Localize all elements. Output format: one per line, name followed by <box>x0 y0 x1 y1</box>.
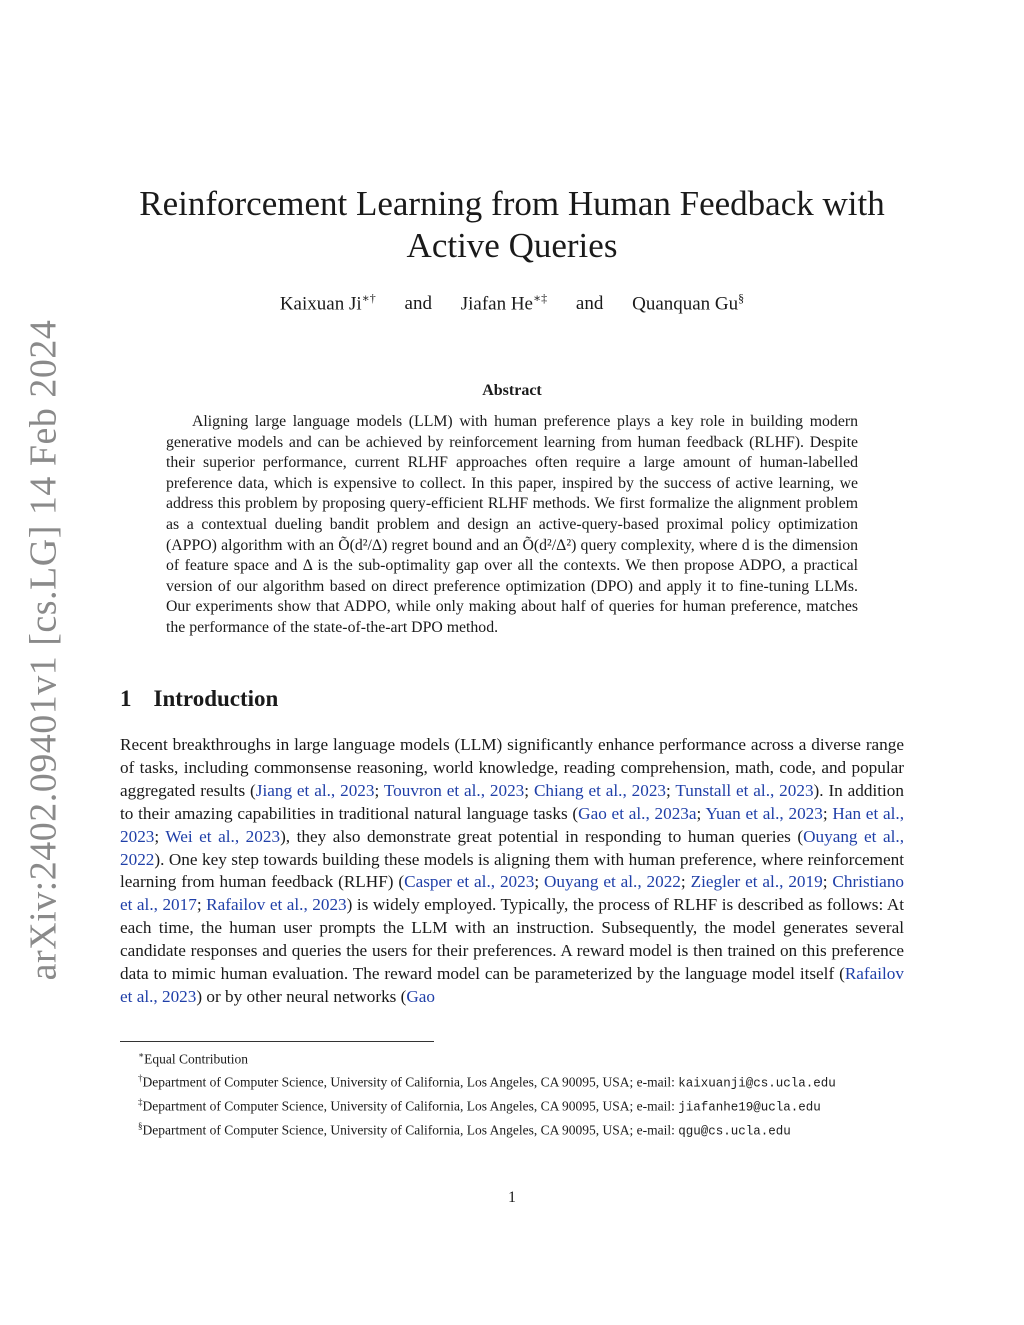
citation-link[interactable]: Yuan et al., 2023 <box>705 803 823 823</box>
citation-link[interactable]: Ziegler et al., 2019 <box>690 872 823 892</box>
intro-text: ; <box>154 826 166 846</box>
author-separator: and <box>575 293 604 315</box>
citation-link[interactable]: Rafailov et al., 2023 <box>120 964 904 1006</box>
footnote-mark: † <box>138 1073 143 1083</box>
intro-text: ; <box>666 780 676 800</box>
footnote-text: Department of Computer Science, University of California, Los Angeles, CA 90095, USA; e-mail: <box>142 1098 679 1114</box>
footnote-mark: § <box>138 1121 143 1131</box>
intro-text: ; <box>534 872 545 892</box>
citation-link[interactable]: Han et al., 2023 <box>120 803 904 846</box>
arxiv-id: arXiv:2402.09401v1 [cs.LG] 14 Feb 2024 <box>22 319 65 981</box>
intro-text: ; <box>374 780 384 800</box>
section-number: 1 <box>120 686 132 711</box>
author-list <box>120 291 904 315</box>
citation-link[interactable]: Ouyang et al., 2022 <box>544 872 681 892</box>
citation-link[interactable]: Ouyang et al., 2022 <box>120 826 904 869</box>
footnote-email: jiafanhe19@ucla.edu <box>678 1100 821 1115</box>
footnote-text: Department of Computer Science, University of California, Los Angeles, CA 90095, USA; e-mail: <box>142 1122 679 1138</box>
citation-link[interactable]: Christiano et al., 2017 <box>120 872 905 915</box>
author-name: Kaixuan Ji <box>279 293 362 315</box>
intro-text: ). One key step towards building these models is aligning them with human preference, where reinforcement learning from human feedback (RLHF) ( <box>120 849 904 892</box>
author-marks: ∗‡ <box>533 291 548 305</box>
footnote-email: qgu@cs.ucla.edu <box>678 1124 791 1139</box>
citation-link[interactable]: Gao <box>406 986 436 1006</box>
intro-text: ), they also demonstrate great potential in responding to human queries ( <box>280 826 804 846</box>
citation-link[interactable]: Touvron et al., 2023 <box>383 780 525 800</box>
intro-text: Recent breakthroughs in large language models (LLM) significantly enhance performance across a diverse range of tasks, including commonsense reasoning, world knowledge, reading comprehension, math, code, and popular aggregated results ( <box>120 735 904 800</box>
intro-text: ; <box>196 895 207 915</box>
section-title: Introduction <box>153 686 279 711</box>
footnote-text: Equal Contribution <box>144 1051 248 1067</box>
citation-link[interactable]: Rafailov et al., 2023 <box>206 895 347 915</box>
author-marks: ∗† <box>361 291 376 305</box>
citation-link[interactable]: Jiang et al., 2023 <box>255 780 375 800</box>
paper-title: Reinforcement Learning from Human Feedback with Active Queries <box>139 184 885 265</box>
citation-link[interactable]: Gao et al., 2023a <box>578 803 697 823</box>
intro-text: ; <box>696 803 706 823</box>
intro-text: ; <box>680 872 691 892</box>
footnote <box>120 1117 904 1141</box>
intro-text: ). In addition to their amazing capabilities in traditional natural language tasks ( <box>120 780 904 823</box>
footnote-mark: ∗ <box>138 1050 145 1060</box>
author-marks: § <box>738 291 745 305</box>
footnote <box>120 1093 904 1117</box>
intro-text: ) or by other neural networks ( <box>196 986 407 1006</box>
footnote-text: Department of Computer Science, University of California, Los Angeles, CA 90095, USA; e-mail: <box>142 1074 679 1090</box>
footnote <box>120 1046 904 1069</box>
citation-link[interactable]: Tunstall et al., 2023 <box>675 780 814 800</box>
author-separator: and <box>404 293 432 315</box>
footnotes <box>120 1046 904 1141</box>
section-heading <box>120 686 278 712</box>
citation-link[interactable]: Wei et al., 2023 <box>165 826 281 846</box>
intro-text: ; <box>822 803 833 823</box>
citation-link[interactable]: Casper et al., 2023 <box>404 872 535 892</box>
introduction-paragraph <box>120 734 904 1009</box>
intro-text: ; <box>524 780 534 800</box>
page-number: 1 <box>508 1189 516 1206</box>
author-name: Quanquan Gu <box>632 293 739 315</box>
author-name: Jiafan He <box>460 293 533 315</box>
footnote-divider <box>120 1041 434 1042</box>
footnote-mark: ‡ <box>138 1097 143 1107</box>
intro-text: ) is widely employed. Typically, the process of RLHF is described as follows: At each time, the human user prompts the LLM with an instruction. Subsequently, the model generates several candidate responses and queries the users for their preferences. A reward model is then trained on this preference data to mimic human evaluation. The reward model can be parameterized by the language model itself ( <box>120 895 905 984</box>
footnote <box>120 1069 904 1093</box>
arxiv-identifier-stamp <box>8 319 78 981</box>
abstract-heading: Abstract <box>482 382 542 399</box>
intro-text: ; <box>822 872 833 892</box>
abstract-body: Aligning large language models (LLM) with human preference plays a key role in building modern generative models and can be achieved by reinforcement learning from human feedback (RLHF). Despite their superior performance, current RLHF approaches often require a large amount of human-labelled preference data, which is expensive to collect. In this paper, inspired by the success of active learning, we address this problem by proposing query-efficient RLHF methods. We first formalize the alignment problem as a contextual dueling bandit problem and design an active-query-based proximal policy optimization (APPO) algorithm with an Õ(d²/Δ) regret bound and an Õ(d²/Δ²) query complexity, where d is the dimension of feature space and Δ is the sub-optimality gap over all the contexts. We then propose ADPO, a practical version of our algorithm based on direct preference optimization (DPO) and apply it to fine-tuning LLMs. Our experiments show that ADPO, while only making about half of queries for human preference, matches the performance of the state-of-the-art DPO method. <box>166 413 858 636</box>
footnote-email: kaixuanji@cs.ucla.edu <box>678 1076 836 1091</box>
citation-link[interactable]: Chiang et al., 2023 <box>533 780 667 800</box>
